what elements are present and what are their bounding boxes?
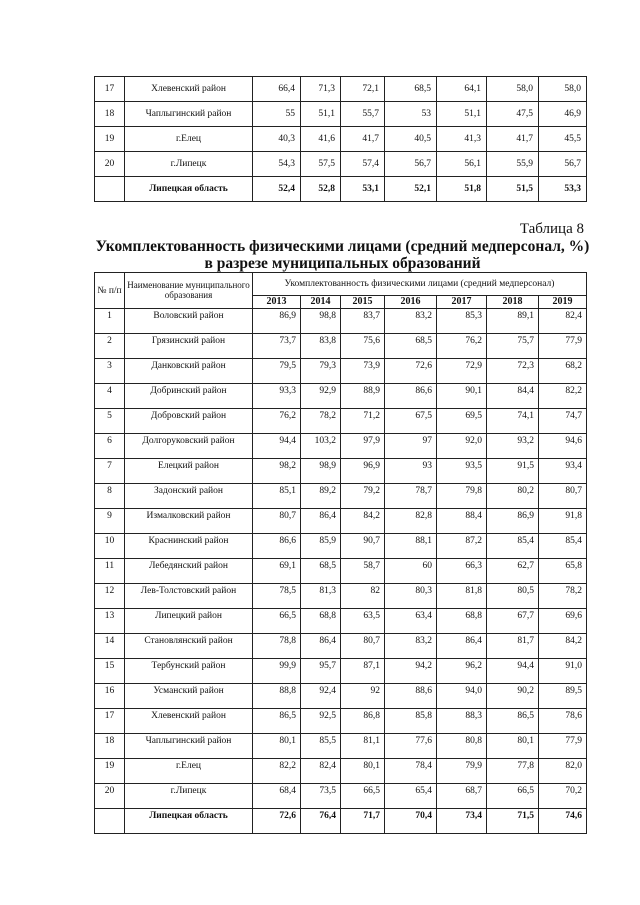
row-value: 52,4 [253,177,301,202]
row-value: 82,4 [301,759,341,784]
table-row [95,709,587,734]
row-value: 88,9 [341,384,385,409]
row-value: 94,4 [487,659,539,684]
table-row [95,434,587,459]
row-value: 78,2 [539,584,587,609]
row-number: 3 [95,359,125,384]
table-row [95,634,587,659]
row-value: 56,1 [437,152,487,177]
row-name: Измалковский район [125,509,253,534]
row-name: Долгоруковский район [125,434,253,459]
row-name: Становлянский район [125,634,253,659]
row-value: 55 [253,102,301,127]
header-year: 2019 [539,296,587,309]
row-number [95,177,125,202]
table-row [95,127,587,152]
table-row [95,734,587,759]
row-value: 54,3 [253,152,301,177]
header-group: Укомплектованность физическими лицами (средний медперсонал) [253,273,587,296]
row-value: 86,4 [301,509,341,534]
row-value: 94,6 [539,434,587,459]
row-value: 75,6 [341,334,385,359]
row-value: 80,1 [341,759,385,784]
row-value: 81,8 [437,584,487,609]
row-value: 73,9 [341,359,385,384]
row-value: 85,4 [487,534,539,559]
row-value: 83,2 [385,309,437,334]
row-value: 82,0 [539,759,587,784]
row-value: 82,2 [253,759,301,784]
row-value: 76,4 [301,809,341,834]
row-value: 77,9 [539,734,587,759]
row-value: 89,5 [539,684,587,709]
row-value: 92,9 [301,384,341,409]
row-value: 70,4 [385,809,437,834]
row-number: 10 [95,534,125,559]
header-no: № п/п [95,273,125,309]
row-value: 81,3 [301,584,341,609]
row-value: 65,8 [539,559,587,584]
row-name: г.Липецк [125,784,253,809]
row-value: 80,5 [487,584,539,609]
table-row [95,484,587,509]
row-value: 78,5 [253,584,301,609]
row-value: 90,1 [437,384,487,409]
header-year: 2014 [301,296,341,309]
row-value: 88,1 [385,534,437,559]
row-number: 9 [95,509,125,534]
row-value: 74,7 [539,409,587,434]
row-value: 90,7 [341,534,385,559]
row-value: 86,5 [487,709,539,734]
row-name: Чаплыгинский район [125,734,253,759]
table-row [95,359,587,384]
row-value: 77,9 [539,334,587,359]
row-value: 51,5 [487,177,539,202]
row-value: 89,1 [487,309,539,334]
row-number: 17 [95,709,125,734]
main-table-body [95,309,587,834]
row-value: 46,9 [539,102,587,127]
table-row [95,559,587,584]
row-name: Лев-Толстовский район [125,584,253,609]
main-table [94,272,587,834]
row-value: 90,2 [487,684,539,709]
row-value: 78,7 [385,484,437,509]
row-value: 81,7 [487,634,539,659]
row-value: 86,4 [437,634,487,659]
row-value: 40,3 [253,127,301,152]
row-value: 86,9 [253,309,301,334]
header-year: 2015 [341,296,385,309]
row-value: 68,5 [385,77,437,102]
row-value: 55,9 [487,152,539,177]
row-value: 71,7 [341,809,385,834]
row-value: 103,2 [301,434,341,459]
table-row [95,334,587,359]
row-value: 56,7 [385,152,437,177]
row-value: 82,4 [539,309,587,334]
row-value: 85,9 [301,534,341,559]
table-row [95,459,587,484]
row-value: 88,4 [437,509,487,534]
row-value: 86,5 [253,709,301,734]
row-number: 17 [95,77,125,102]
table-row [95,584,587,609]
row-value: 66,5 [341,784,385,809]
row-name: Липецкий район [125,609,253,634]
row-name: Воловский район [125,309,253,334]
row-value: 56,7 [539,152,587,177]
row-number: 13 [95,609,125,634]
row-number: 1 [95,309,125,334]
total-row [95,177,587,202]
row-value: 66,4 [253,77,301,102]
row-name: Елецкий район [125,459,253,484]
table-row [95,534,587,559]
header-year: 2018 [487,296,539,309]
row-value: 83,7 [341,309,385,334]
row-value: 68,7 [437,784,487,809]
row-value: 86,4 [301,634,341,659]
row-value: 94,4 [253,434,301,459]
row-value: 91,5 [487,459,539,484]
row-value: 74,6 [539,809,587,834]
table-row [95,759,587,784]
row-value: 97,9 [341,434,385,459]
top-table-continuation [94,76,587,202]
row-value: 58,0 [487,77,539,102]
row-value: 72,6 [253,809,301,834]
row-value: 58,0 [539,77,587,102]
row-value: 78,2 [301,409,341,434]
table-row [95,784,587,809]
row-value: 80,1 [487,734,539,759]
row-value: 80,3 [385,584,437,609]
row-value: 84,2 [539,634,587,659]
row-value: 73,7 [253,334,301,359]
row-value: 93,2 [487,434,539,459]
row-value: 69,1 [253,559,301,584]
row-number: 14 [95,634,125,659]
row-value: 78,4 [385,759,437,784]
row-value: 85,5 [301,734,341,759]
row-value: 94,2 [385,659,437,684]
row-name: г.Елец [125,127,253,152]
table-row [95,384,587,409]
table-row [95,659,587,684]
row-value: 87,2 [437,534,487,559]
row-value: 68,5 [301,559,341,584]
row-name: Задонский район [125,484,253,509]
table-row [95,77,587,102]
row-value: 63,5 [341,609,385,634]
row-number: 6 [95,434,125,459]
row-value: 60 [385,559,437,584]
row-value: 76,2 [253,409,301,434]
row-name: г.Елец [125,759,253,784]
row-value: 66,5 [253,609,301,634]
row-value: 91,0 [539,659,587,684]
row-number: 7 [95,459,125,484]
row-name: Усманский район [125,684,253,709]
row-value: 41,7 [341,127,385,152]
row-name: Липецкая область [125,177,253,202]
row-value: 86,9 [487,509,539,534]
row-number: 20 [95,784,125,809]
row-value: 40,5 [385,127,437,152]
header-year: 2017 [437,296,487,309]
row-value: 79,5 [253,359,301,384]
row-number: 16 [95,684,125,709]
row-value: 82,8 [385,509,437,534]
header-year: 2013 [253,296,301,309]
row-number: 4 [95,384,125,409]
row-name: Хлевенский район [125,77,253,102]
row-value: 93 [385,459,437,484]
header-year: 2016 [385,296,437,309]
row-value: 96,9 [341,459,385,484]
row-value: 45,5 [539,127,587,152]
row-value: 87,1 [341,659,385,684]
row-value: 58,7 [341,559,385,584]
row-value: 51,1 [437,102,487,127]
row-number: 11 [95,559,125,584]
row-value: 85,8 [385,709,437,734]
row-value: 68,4 [253,784,301,809]
row-value: 98,2 [253,459,301,484]
row-value: 41,7 [487,127,539,152]
row-value: 79,8 [437,484,487,509]
table-row [95,609,587,634]
table-row [95,684,587,709]
row-value: 82 [341,584,385,609]
table-row [95,309,587,334]
row-value: 98,9 [301,459,341,484]
row-value: 69,6 [539,609,587,634]
row-value: 93,3 [253,384,301,409]
row-value: 65,4 [385,784,437,809]
row-value: 66,3 [437,559,487,584]
row-value: 80,7 [253,509,301,534]
row-number: 2 [95,334,125,359]
row-value: 92,0 [437,434,487,459]
header-name: Наименование муниципального образования [125,273,253,309]
row-value: 53,1 [341,177,385,202]
row-value: 66,5 [487,784,539,809]
row-name: Добровский район [125,409,253,434]
row-value: 78,6 [539,709,587,734]
row-name: Грязинский район [125,334,253,359]
row-value: 74,1 [487,409,539,434]
row-value: 88,8 [253,684,301,709]
row-value: 88,6 [385,684,437,709]
row-value: 98,8 [301,309,341,334]
row-name: Добринский район [125,384,253,409]
row-value: 72,3 [487,359,539,384]
row-number: 19 [95,759,125,784]
row-value: 92 [341,684,385,709]
row-value: 71,2 [341,409,385,434]
row-value: 86,6 [253,534,301,559]
row-value: 68,2 [539,359,587,384]
row-value: 80,2 [487,484,539,509]
row-value: 83,2 [385,634,437,659]
row-value: 72,1 [341,77,385,102]
row-value: 77,8 [487,759,539,784]
row-name: Тербунский район [125,659,253,684]
row-number: 8 [95,484,125,509]
row-value: 52,8 [301,177,341,202]
total-row [95,809,587,834]
row-value: 67,7 [487,609,539,634]
row-value: 67,5 [385,409,437,434]
row-value: 62,7 [487,559,539,584]
row-number: 5 [95,409,125,434]
row-value: 72,6 [385,359,437,384]
row-name: Данковский район [125,359,253,384]
row-name: Чаплыгинский район [125,102,253,127]
row-name: Краснинский район [125,534,253,559]
row-value: 52,1 [385,177,437,202]
row-value: 53,3 [539,177,587,202]
table-row [95,409,587,434]
row-value: 92,5 [301,709,341,734]
row-value: 71,5 [487,809,539,834]
row-value: 64,1 [437,77,487,102]
top-table-body [95,77,587,202]
row-value: 63,4 [385,609,437,634]
row-number: 18 [95,102,125,127]
row-value: 79,2 [341,484,385,509]
row-value: 80,1 [253,734,301,759]
row-value: 93,4 [539,459,587,484]
row-value: 72,9 [437,359,487,384]
row-value: 73,4 [437,809,487,834]
row-value: 86,8 [341,709,385,734]
row-value: 73,5 [301,784,341,809]
row-value: 68,8 [437,609,487,634]
row-value: 77,6 [385,734,437,759]
row-value: 78,8 [253,634,301,659]
row-name: г.Липецк [125,152,253,177]
row-value: 99,9 [253,659,301,684]
row-value: 41,3 [437,127,487,152]
table-row [95,102,587,127]
row-value: 84,4 [487,384,539,409]
row-value: 97 [385,434,437,459]
row-value: 82,2 [539,384,587,409]
row-value: 51,8 [437,177,487,202]
row-name: Липецкая область [125,809,253,834]
row-value: 86,6 [385,384,437,409]
row-name: Хлевенский район [125,709,253,734]
row-value: 91,8 [539,509,587,534]
row-value: 85,1 [253,484,301,509]
row-value: 53 [385,102,437,127]
row-value: 95,7 [301,659,341,684]
row-value: 79,9 [437,759,487,784]
row-number: 18 [95,734,125,759]
row-value: 80,7 [341,634,385,659]
row-number: 12 [95,584,125,609]
row-value: 94,0 [437,684,487,709]
row-value: 70,2 [539,784,587,809]
row-number [95,809,125,834]
row-value: 93,5 [437,459,487,484]
row-value: 84,2 [341,509,385,534]
row-value: 68,8 [301,609,341,634]
row-value: 55,7 [341,102,385,127]
table-row [95,152,587,177]
row-value: 80,8 [437,734,487,759]
row-value: 83,8 [301,334,341,359]
row-value: 96,2 [437,659,487,684]
row-number: 20 [95,152,125,177]
row-value: 69,5 [437,409,487,434]
row-value: 76,2 [437,334,487,359]
row-value: 75,7 [487,334,539,359]
row-value: 57,4 [341,152,385,177]
row-value: 47,5 [487,102,539,127]
row-value: 89,2 [301,484,341,509]
row-value: 68,5 [385,334,437,359]
row-value: 41,6 [301,127,341,152]
row-value: 81,1 [341,734,385,759]
row-value: 51,1 [301,102,341,127]
row-number: 19 [95,127,125,152]
row-value: 85,4 [539,534,587,559]
table-row [95,509,587,534]
row-value: 85,3 [437,309,487,334]
row-name: Лебедянский район [125,559,253,584]
row-value: 57,5 [301,152,341,177]
row-value: 71,3 [301,77,341,102]
row-value: 92,4 [301,684,341,709]
row-value: 79,3 [301,359,341,384]
row-value: 88,3 [437,709,487,734]
row-value: 80,7 [539,484,587,509]
row-number: 15 [95,659,125,684]
table-number: Таблица 8 [519,221,584,237]
table-title: Укомплектованность физическими лицами (средний медперсонал, %) в разрезе муниципальных образований [95,238,590,272]
